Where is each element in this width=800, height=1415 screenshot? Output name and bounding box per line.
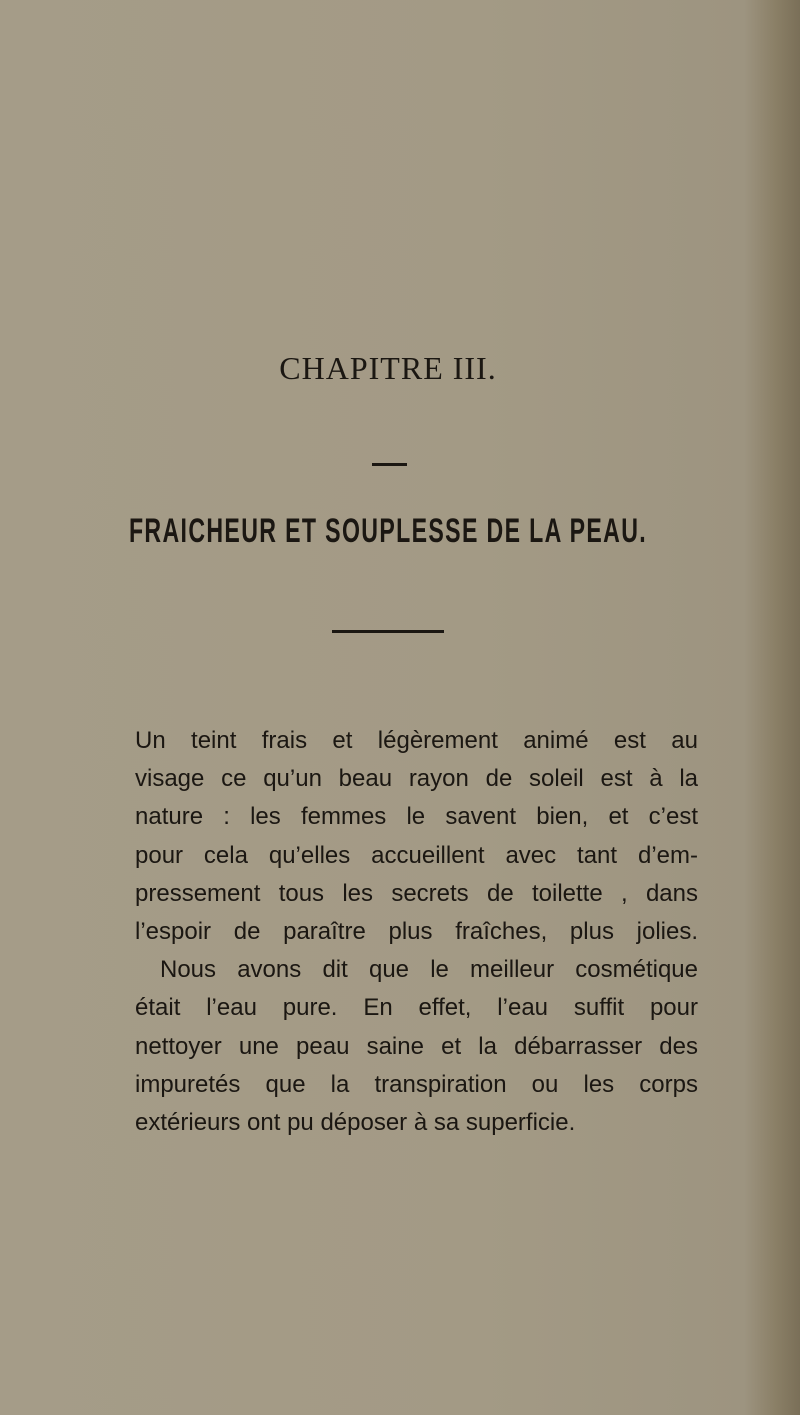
chapter-title: FRAICHEUR ET SOUPLESSE DE LA PEAU. xyxy=(128,512,648,550)
chapter-number: CHAPITRE III. xyxy=(279,350,497,386)
text-line: pour cela qu’elles accueillent avec tant d’em- xyxy=(135,841,698,869)
text-line: Un teint frais et légèrement animé est au xyxy=(135,727,698,754)
text-line: était l’eau pure. En effet, l’eau suffit pour xyxy=(135,994,698,1022)
text-line: extérieurs ont pu déposer à sa superficie. xyxy=(135,1109,576,1137)
text-line: Nous avons dit que le meilleur cosmétique xyxy=(160,956,698,984)
text-line: impuretés que la transpiration ou les corps xyxy=(135,1070,698,1098)
text-line: visage ce qu’un beau rayon de soleil est à la xyxy=(135,765,698,793)
body-text xyxy=(135,722,698,1142)
text-line: pressement tous les secrets de toilette , dans xyxy=(135,879,698,907)
text-line: l’espoir de paraître plus fraîches, plus jolies. xyxy=(135,918,698,946)
chapter-dash-divider xyxy=(372,463,407,466)
text-line: nettoyer une peau saine et la débarrasser des xyxy=(135,1032,698,1060)
title-rule-divider xyxy=(332,630,444,633)
text-line: nature : les femmes le savent bien, et c’est xyxy=(135,803,698,831)
